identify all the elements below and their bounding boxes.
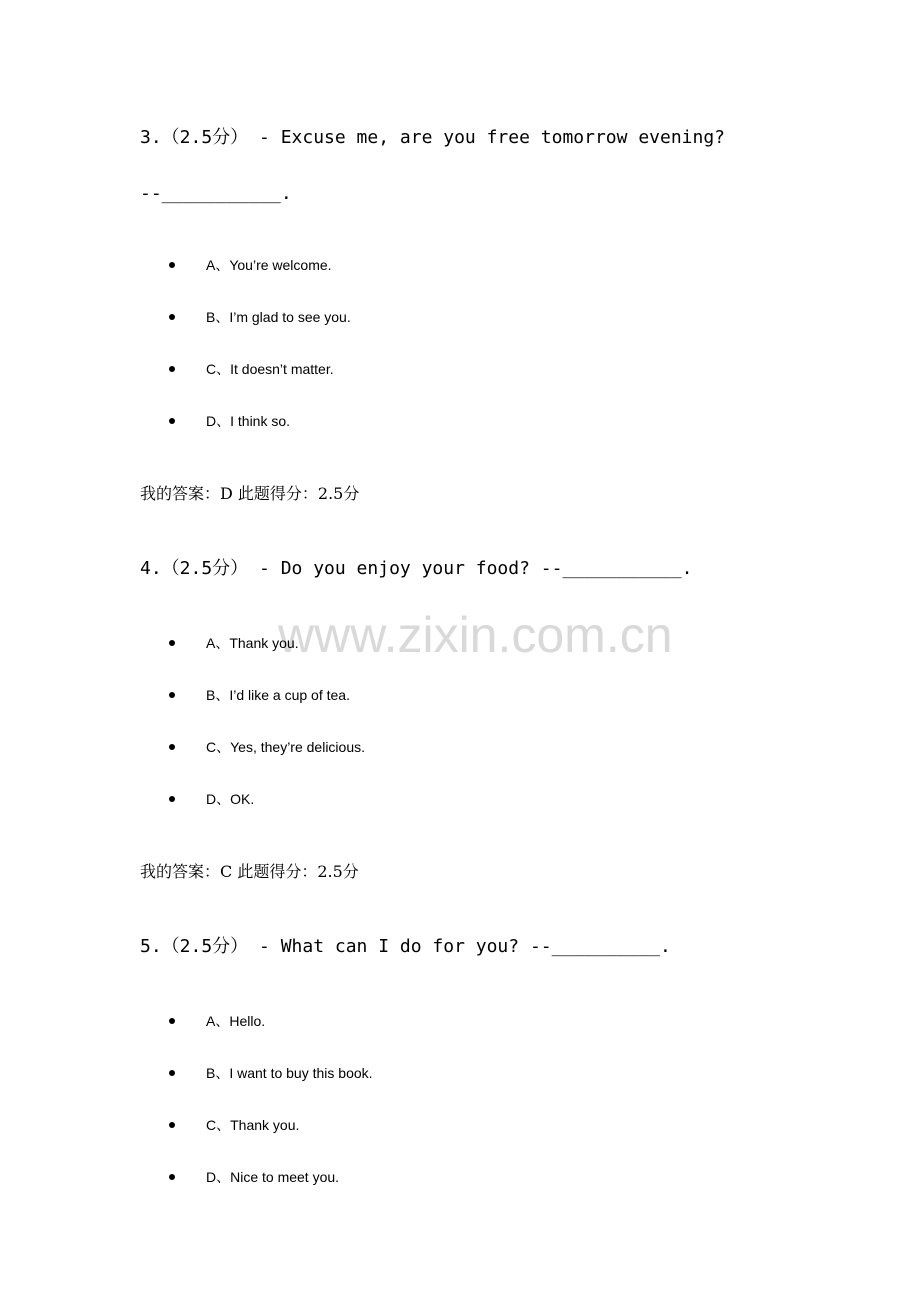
watermark: www.zixin.com.cn <box>278 607 673 663</box>
option-text: D、OK. <box>206 791 255 807</box>
bullet-icon <box>169 418 175 424</box>
option-text: A、Hello. <box>206 1013 266 1029</box>
question-stem-line: 3.（2.5分） - Excuse me, are you free tomorrow evening? <box>140 127 726 148</box>
bullet-icon <box>169 1018 175 1024</box>
bullet-icon <box>169 1122 175 1128</box>
bullet-icon <box>169 366 175 372</box>
option-text: D、Nice to meet you. <box>206 1169 340 1185</box>
bullet-icon <box>169 314 175 320</box>
bullet-icon <box>169 744 175 750</box>
question-3-answer: 我的答案：D 此题得分：2.5分 <box>140 484 360 503</box>
option-text: B、I’d like a cup of tea. <box>206 687 350 703</box>
option-text: C、Thank you. <box>206 1117 300 1133</box>
bullet-icon <box>169 1070 175 1076</box>
question-4-answer: 我的答案：C 此题得分：2.5分 <box>140 862 359 881</box>
option-text: B、I’m glad to see you. <box>206 309 351 325</box>
question-5-stem <box>140 933 840 961</box>
option-text: D、I think so. <box>206 413 291 429</box>
bullet-icon <box>169 796 175 802</box>
bullet-icon <box>169 262 175 268</box>
bullet-icon <box>169 640 175 646</box>
question-3-blank <box>140 180 840 208</box>
option-text: C、Yes, they’re delicious. <box>206 739 366 755</box>
option-text: B、I want to buy this book. <box>206 1065 373 1081</box>
question-3-stem <box>140 124 840 152</box>
question-stem-line: 5.（2.5分） - What can I do for you? --__________. <box>140 936 671 957</box>
option-text: A、Thank you. <box>206 635 299 651</box>
question-stem-line: 4.（2.5分） - Do you enjoy your food? --___________. <box>140 558 693 579</box>
question-stem-line: --___________. <box>140 183 292 204</box>
question-4-stem <box>140 555 840 583</box>
bullet-icon <box>169 1174 175 1180</box>
option-text: C、It doesn’t matter. <box>206 361 334 377</box>
option-text: A、You’re welcome. <box>206 257 332 273</box>
bullet-icon <box>169 692 175 698</box>
